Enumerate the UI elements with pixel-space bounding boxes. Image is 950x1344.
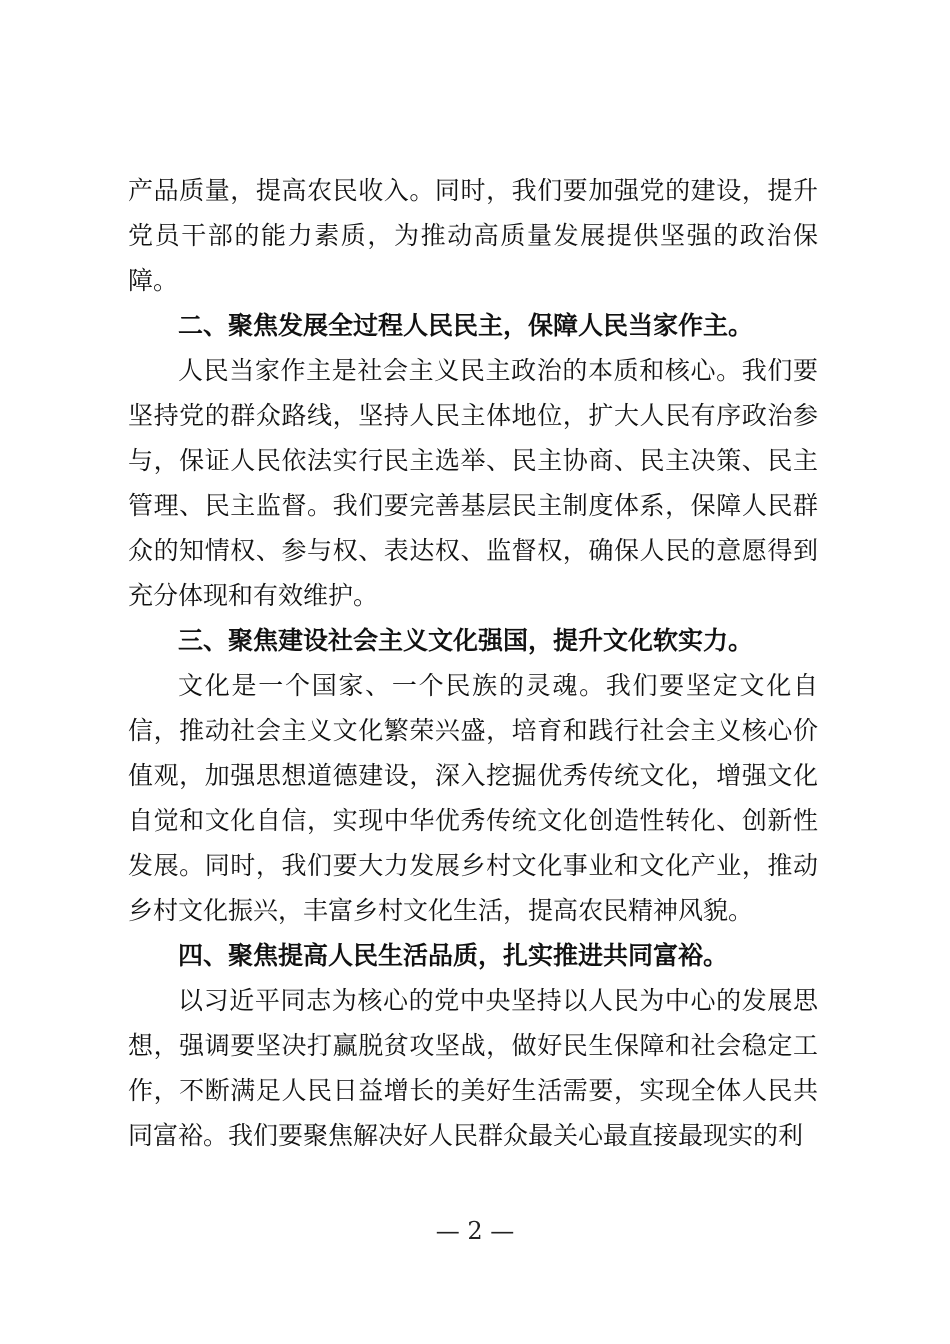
document-body — [128, 168, 818, 1158]
paragraph-democracy: 人民当家作主是社会主义民主政治的本质和核心。我们要坚持党的群众路线，坚持人民主体地位，扩大人民有序政治参与，保证人民依法实行民主选举、民主协商、民主决策、民主管理、民主监督。我们要完善基层民主制度体系，保障人民群众的知情权、参与权、表达权、监督权，确保人民的意愿得到充分体现和有效维护。 — [128, 356, 818, 610]
paragraph-continuation: 产品质量，提高农民收入。同时，我们要加强党的建设，提升党员干部的能力素质，为推动高质量发展提供坚强的政治保障。 — [128, 176, 818, 295]
section-heading-3: 三、聚焦建设社会主义文化强国，提升文化软实力。 — [178, 626, 754, 655]
paragraph-culture: 文化是一个国家、一个民族的灵魂。我们要坚定文化自信，推动社会主义文化繁荣兴盛，培育和践行社会主义核心价值观，加强思想道德建设，深入挖掘优秀传统文化，增强文化自觉和文化自信，实现中华优秀传统文化创造性转化、创新性发展。同时，我们要大力发展乡村文化事业和文化产业，推动乡村文化振兴，丰富乡村文化生活，提高农民精神风貌。 — [128, 671, 818, 925]
section-heading-4: 四、聚焦提高人民生活品质，扎实推进共同富裕。 — [178, 941, 729, 970]
paragraph-common-prosperity: 以习近平同志为核心的党中央坚持以人民为中心的发展思想，强调要坚决打赢脱贫攻坚战，做好民生保障和社会稳定工作，不断满足人民日益增长的美好生活需要，实现全体人民共同富裕。我们要聚焦解决好人民群众最关心最直接最现实的利 — [128, 986, 818, 1150]
section-heading-2: 二、聚焦发展全过程人民民主，保障人民当家作主。 — [178, 311, 754, 340]
page-number: — 2 — — [435, 1217, 515, 1245]
